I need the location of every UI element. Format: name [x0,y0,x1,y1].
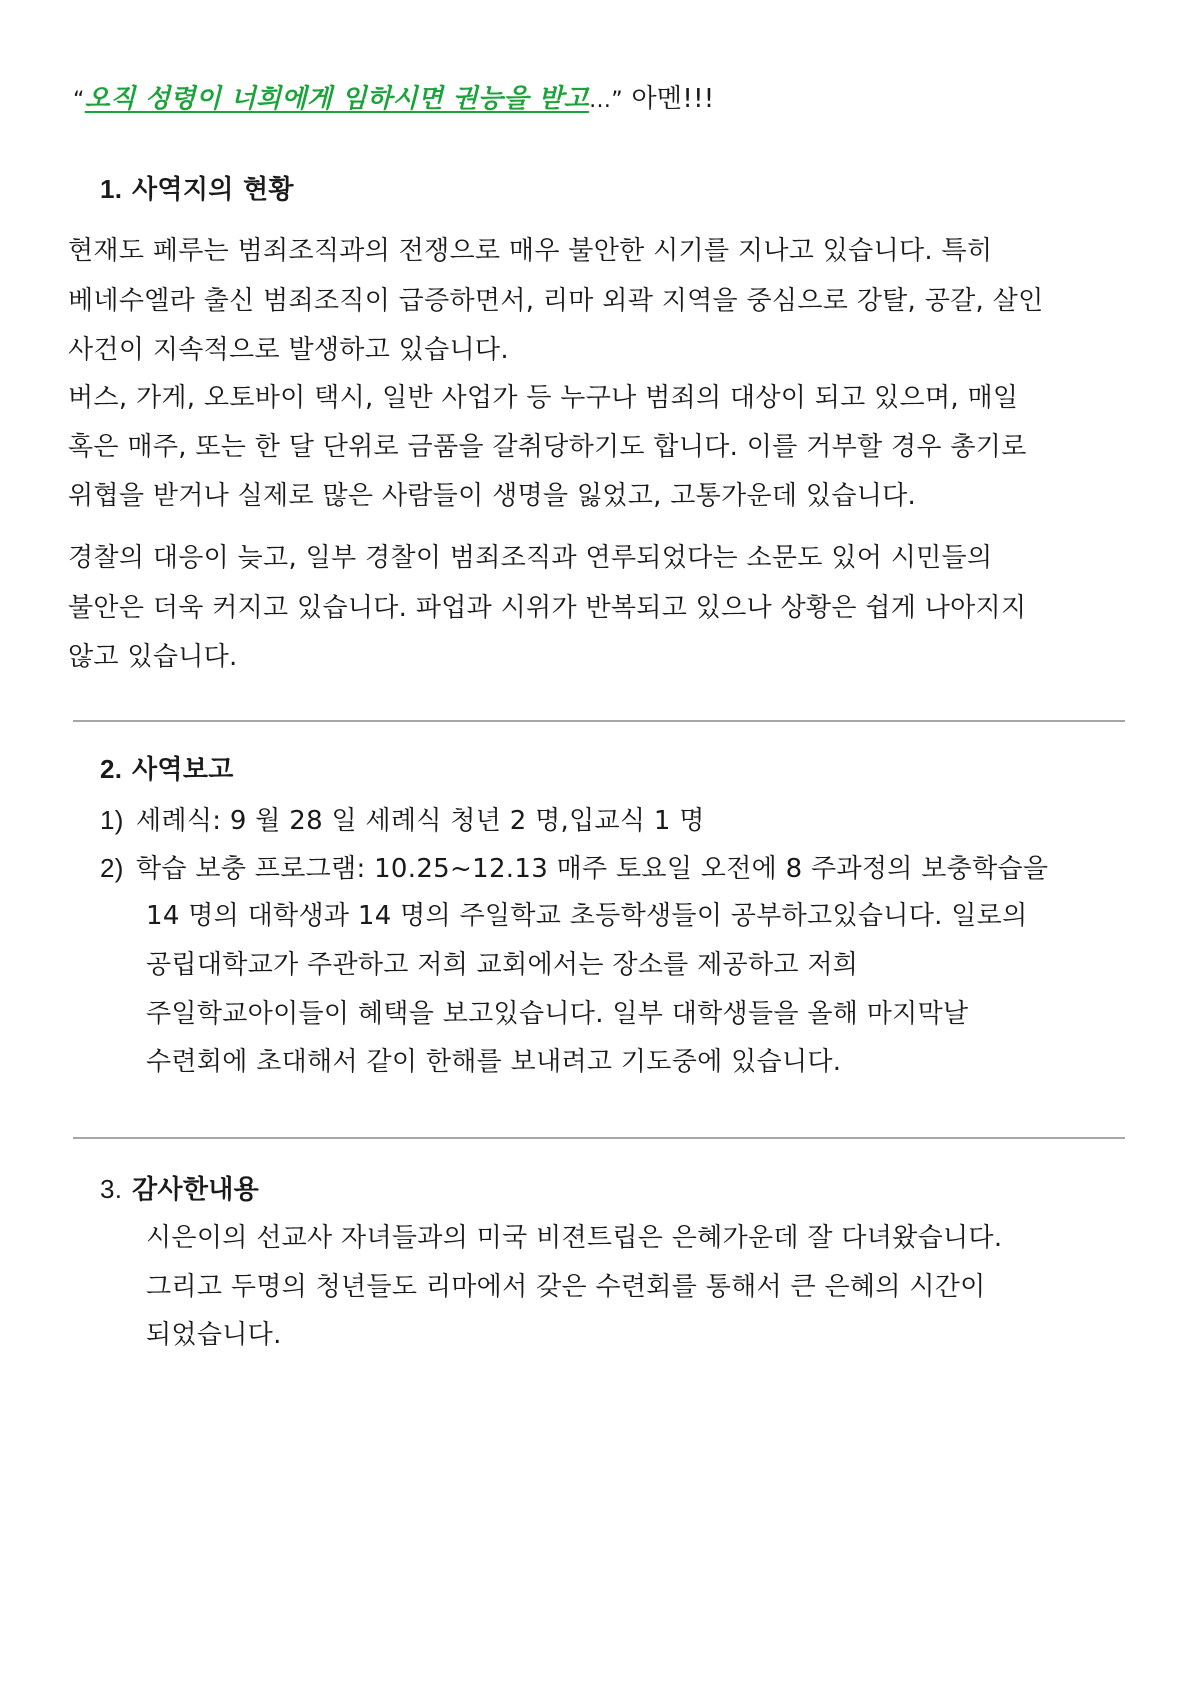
report-item-number: 2) [100,853,124,883]
section-1-paragraph-line: 위협을 받거나 실제로 많은 사람들이 생명을 잃었고, 고통가운데 있습니다. [68,481,917,511]
section-1-paragraph-line: 혹은 매주, 또는 한 달 단위로 금품을 갈취당하기도 합니다. 이를 거부할 경우 총기로 [68,432,1027,462]
section-1-paragraph-line: 경찰의 대응이 늦고, 일부 경찰이 범죄조직과 연루되었다는 소문도 있어 시민들의 [68,543,993,573]
section-3-title: 감사한내용 [132,1175,260,1205]
report-item-number: 1) [100,805,124,835]
report-item-1 [100,803,705,838]
scripture-quote [73,82,715,118]
section-divider [73,720,1125,722]
report-item-text: 14 명의 대학생과 14 명의 주일학교 초등학생들이 공부하고있습니다. 일로의 [146,901,1028,931]
scripture-verse: 오직 성령이 너희에게 임하시면 권능을 받고 [84,84,589,114]
report-item-text: 수련회에 초대해서 같이 한해를 보내려고 기도중에 있습니다. [146,1047,842,1077]
section-1-paragraph-line: 베네수엘라 출신 범죄조직이 급증하면서, 리마 외곽 지역을 중심으로 강탈, 공갈, 살인 [68,286,1044,316]
section-2-title: 사역보고 [132,755,234,785]
open-quote-mark: “ [73,88,85,113]
section-3-paragraph-line: 시은이의 선교사 자녀들과의 미국 비젼트립은 은혜가운데 잘 다녀왔습니다. [146,1223,1003,1253]
quote-ellipsis: …” [588,88,623,113]
section-3-heading [100,1172,259,1207]
report-item-text: 학습 보충 프로그램: 10.25~12.13 매주 토요일 오전에 8 주과정의 보충학습을 [136,854,1049,884]
section-1-paragraph-line: 현재도 페루는 범죄조직과의 전쟁으로 매우 불안한 시기를 지나고 있습니다. 특히 [68,236,993,266]
section-3-paragraph-line: 되었습니다. [146,1320,282,1350]
section-1-title: 사역지의 현황 [132,175,294,205]
section-divider [73,1137,1125,1139]
report-item-text: 주일학교아이들이 혜택을 보고있습니다. 일부 대학생들을 올해 마지막날 [146,999,969,1029]
section-2-heading [100,752,234,787]
section-1-paragraph-line: 않고 있습니다. [68,642,238,672]
section-1-paragraph-line: 사건이 지속적으로 발생하고 있습니다. [68,335,509,365]
section-1-paragraph-line: 버스, 가게, 오토바이 택시, 일반 사업가 등 누구나 범죄의 대상이 되고 있으며, 매일 [68,383,1019,413]
amen-text: 아멘!!! [622,84,715,114]
section-1-paragraph-line: 불안은 더욱 커지고 있습니다. 파업과 시위가 반복되고 있으나 상황은 쉽게 나아지지 [68,593,1027,623]
report-item-text: 공립대학교가 주관하고 저희 교회에서는 장소를 제공하고 저희 [146,950,859,980]
section-3-paragraph-line: 그리고 두명의 청년들도 리마에서 갖은 수련회를 통해서 큰 은혜의 시간이 [146,1272,986,1302]
section-2-number: 2. [100,754,123,784]
section-1-heading [100,172,294,207]
section-3-number: 3. [100,1174,123,1204]
report-item-text: 세례식: 9 월 28 일 세례식 청년 2 명,입교식 1 명 [136,806,705,836]
section-1-number: 1. [100,174,123,204]
report-item-2 [100,851,1048,886]
